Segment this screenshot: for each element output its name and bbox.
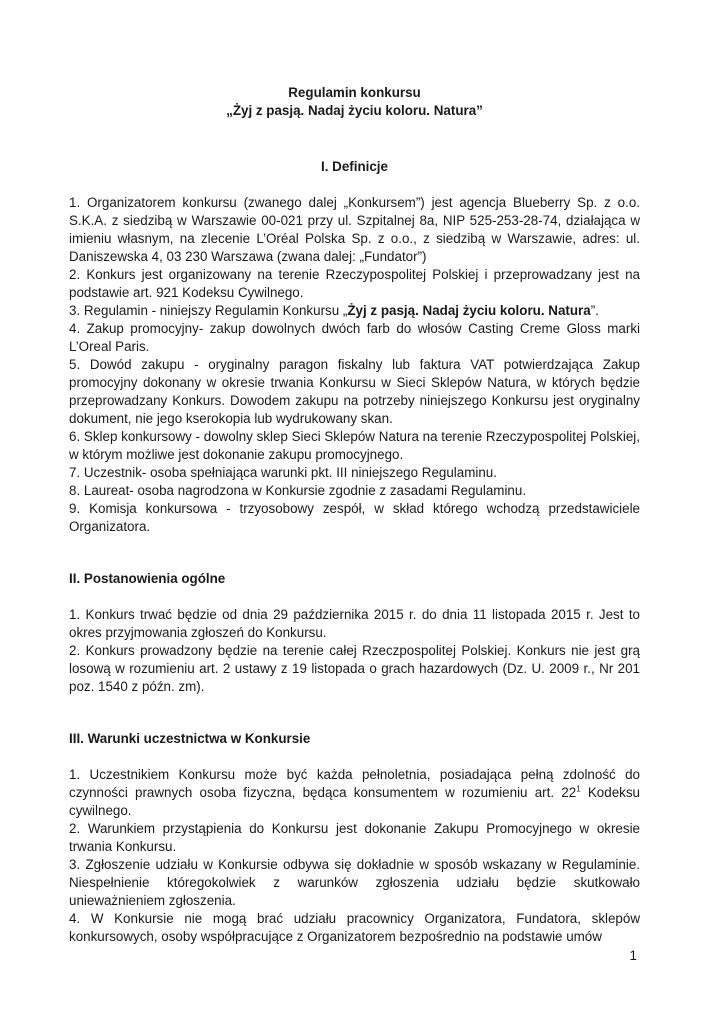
- section1-heading: I. Definicje: [321, 159, 388, 174]
- conditions-item-1: [69, 766, 640, 820]
- definition-item-8: 8. Laureat- osoba nagrodzona w Konkursie zgodnie z zasadami Regulaminu.: [69, 483, 527, 498]
- document-title-line1: Regulamin konkursu: [288, 85, 421, 100]
- conditions-item-3: 3. Zgłoszenie udziału w Konkursie odbywa się dokładnie w sposób wskazany w Regulaminie. Niespełnienie któregokolwiek z warunków zgłoszenia udziału będzie skutkowało unieważnieniem zgłoszenia.: [69, 857, 640, 908]
- conditions-item-1-prefix: 1. Uczestnikiem Konkursu może być każda pełnoletnia, posiadająca pełną zdolność do czynności prawnych osoba fizyczna, będąca konsumentem w rozumieniu art. 22: [69, 767, 640, 800]
- conditions-item-4: 4. W Konkursie nie mogą brać udziału pracownicy Organizatora, Fundatora, sklepów konkursowych, osoby współpracujące z Organizatorem bezpośrednio na podstawie umów: [69, 911, 640, 944]
- definition-item-5: 5. Dowód zakupu - oryginalny paragon fiskalny lub faktura VAT potwierdzająca Zakup promocyjny dokonany w okresie trwania Konkursu w Sieci Sklepów Natura, w których będzie przeprowadzany Konkurs. Dowodem zakupu na potrzeby niniejszego Konkursu jest oryginalny dokument, nie jego kserokopia lub wydrukowany skan.: [69, 357, 640, 426]
- general-item-1: 1. Konkurs trwać będzie od dnia 29 października 2015 r. do dnia 11 listopada 2015 r. Jest to okres przyjmowania zgłoszeń do Konkursu.: [69, 607, 640, 640]
- definition-item-3-suffix: ”.: [590, 303, 599, 318]
- section2-heading: II. Postanowienia ogólne: [69, 571, 226, 586]
- definition-item-3-bold: Żyj z pasją. Nadaj życiu koloru. Natura: [347, 303, 591, 318]
- definition-item-3: [69, 302, 640, 320]
- conditions-item-1-suffix: Kodeksu cywilnego.: [69, 785, 640, 818]
- definition-item-2: 2. Konkurs jest organizowany na terenie Rzeczypospolitej Polskiej i przeprowadzany jest na podstawie art. 921 Kodeksu Cywilnego.: [69, 267, 640, 300]
- definition-item-3-prefix: 3. Regulamin - niniejszy Regulamin Konkursu „: [69, 303, 348, 318]
- document-page: [69, 84, 640, 946]
- conditions-item-2: 2. Warunkiem przystąpienia do Konkursu jest dokonanie Zakupu Promocyjnego w okresie trwania Konkursu.: [69, 821, 640, 854]
- definition-item-9: 9. Komisja konkursowa - trzyosobowy zespół, w skład którego wchodzą przedstawiciele Organizatora.: [69, 501, 640, 534]
- section3-heading: III. Warunki uczestnictwa w Konkursie: [69, 731, 311, 746]
- definition-item-7: 7. Uczestnik- osoba spełniająca warunki pkt. III niniejszego Regulaminu.: [69, 465, 497, 480]
- definition-item-1: 1. Organizatorem konkursu (zwanego dalej „Konkursem”) jest agencja Blueberry Sp. z o.o. S.K.A. z siedzibą w Warszawie 00-021 przy ul. Szpitalnej 8a, NIP 525-253-28-74, działająca w imieniu własnym, na zlecenie L’Oréal Polska Sp. z o.o., z siedzibą w Warszawie, adres: ul. Daniszewska 4, 03 230 Warszawa (zwana dalej: „Fundator”): [69, 195, 640, 264]
- general-item-2: 2. Konkurs prowadzony będzie na terenie całej Rzeczpospolitej Polskiej. Konkurs nie jest grą losową w rozumieniu art. 2 ustawy z 19 listopada o grach hazardowych (Dz. U. 2009 r., Nr 201 poz. 1540 z późn. zm).: [69, 643, 640, 694]
- conditions-item-1-sup: 1: [576, 784, 581, 794]
- definition-item-4: 4. Zakup promocyjny- zakup dowolnych dwóch farb do włosów Casting Creme Gloss marki L’Oreal Paris.: [69, 321, 640, 354]
- definition-item-6: 6. Sklep konkursowy - dowolny sklep Sieci Sklepów Natura na terenie Rzeczypospolitej Polskiej, w którym możliwe jest dokonanie zakupu promocyjnego.: [69, 429, 640, 462]
- document-title-line2: „Żyj z pasją. Nadaj życiu koloru. Natura”: [226, 103, 483, 118]
- page-number: 1: [629, 948, 637, 963]
